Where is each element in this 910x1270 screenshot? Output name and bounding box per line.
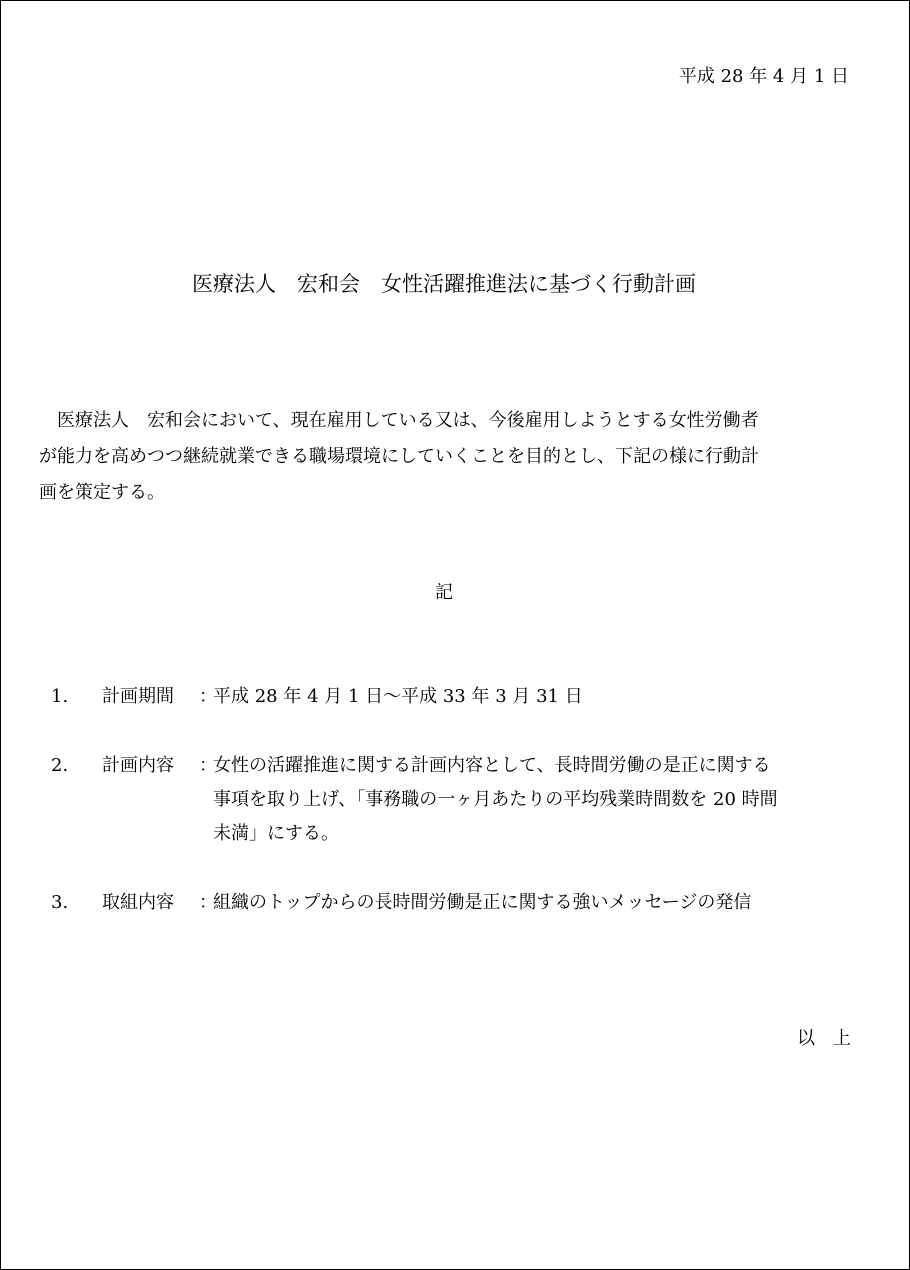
item-number: 2. bbox=[51, 755, 69, 776]
document-date: 平成 28 年 4 月 1 日 bbox=[678, 66, 849, 87]
item-label: 取組内容 bbox=[102, 892, 174, 913]
item-number: 1. bbox=[51, 686, 69, 707]
item-line: 事項を取り上げ、「事務職の一ヶ月あたりの平均残業時間数を 20 時間 bbox=[213, 789, 778, 810]
item-number: 3. bbox=[51, 892, 69, 913]
item-content bbox=[213, 680, 843, 714]
intro-line: が能力を高めつつ継続就業できる職場環境にしていくことを目的とし、下記の様に行動計 bbox=[39, 446, 759, 467]
document-title: 医療法人 宏和会 女性活躍推進法に基づく行動計画 bbox=[192, 272, 696, 296]
intro-paragraph bbox=[39, 403, 857, 511]
item-line: 組織のトップからの長時間労働是正に関する強いメッセージの発信 bbox=[213, 892, 752, 913]
item-line: 未満」にする。 bbox=[213, 823, 339, 844]
item-line: 平成 28 年 4 月 1 日～平成 33 年 3 月 31 日 bbox=[213, 686, 583, 707]
closing-mark: 以 上 bbox=[797, 1028, 851, 1049]
ki-heading: 記 bbox=[435, 582, 453, 603]
item-label: 計画期間 bbox=[102, 686, 174, 707]
intro-line: 画を策定する。 bbox=[39, 482, 165, 503]
item-colon: ： bbox=[199, 686, 217, 707]
item-colon: ： bbox=[199, 755, 217, 776]
item-colon: ： bbox=[199, 892, 217, 913]
item-line: 女性の活躍推進に関する計画内容として、長時間労働の是正に関する bbox=[213, 755, 771, 776]
intro-line: 医療法人 宏和会において、現在雇用している又は、今後雇用しようとする女性労働者 bbox=[39, 410, 759, 431]
item-content bbox=[213, 749, 843, 851]
item-label: 計画内容 bbox=[102, 755, 174, 776]
item-content bbox=[213, 886, 843, 920]
